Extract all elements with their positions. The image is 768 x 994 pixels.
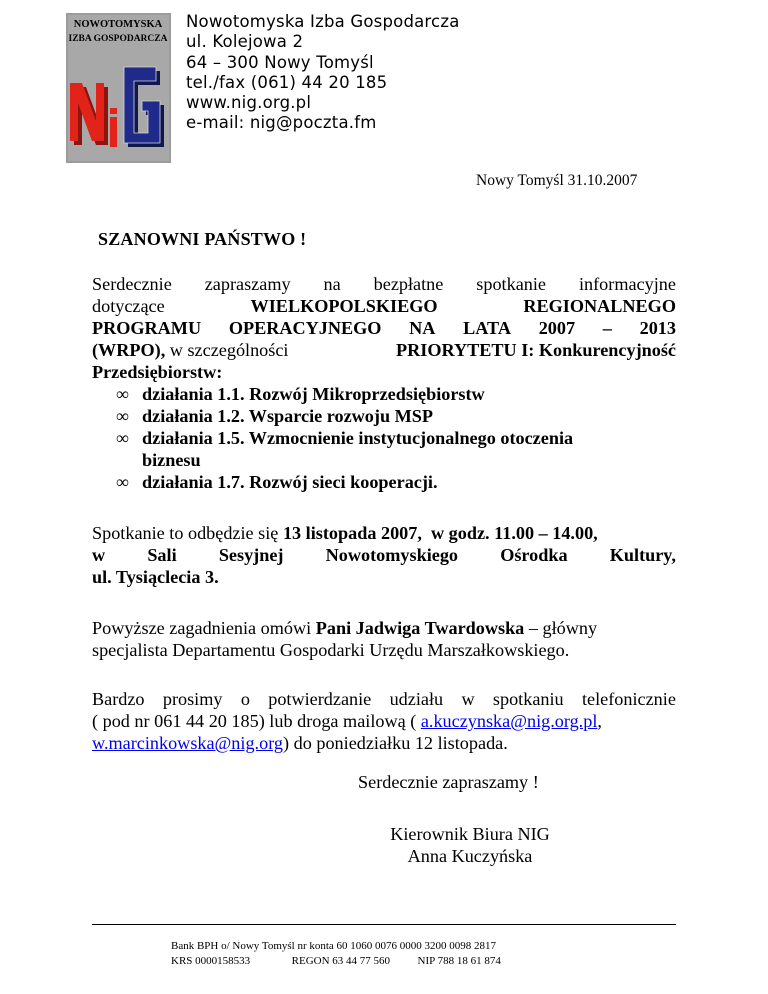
meeting-line-1: Spotkanie to odbędzie się 13 listopada 2007, w godz. 11.00 – 14.00, (92, 523, 598, 543)
confirm-line-1: Bardzo prosimy o potwierdzanie udziału w spotkaniu telefonicznie (92, 689, 676, 709)
confirmation-paragraph (92, 688, 676, 754)
footer-divider (92, 924, 676, 925)
signature-title: Kierownik Biura NIG (390, 824, 550, 844)
email-link-marcinkowska[interactable]: w.marcinkowska@nig.org (92, 733, 284, 753)
confirm-line-2: ( pod nr 061 44 20 185) lub droga mailową ( a.kuczynska@nig.org.pl, (92, 711, 602, 731)
list-item: ∞ działania 1.5. Wzmocnienie instytucjonalnego otoczenia biznesu (116, 428, 574, 470)
footer-bank: Bank BPH o/ Nowy Tomyśl nr konta 60 1060 0076 0000 3200 0098 2817 (171, 940, 497, 952)
actions-list (92, 383, 676, 493)
invitation-paragraph (92, 273, 676, 493)
greeting: SZANOWNI PAŃSTWO ! (98, 229, 307, 249)
logo-name-line2: IZBA GOSPODARCZA (68, 34, 168, 44)
infinity-bullet-icon: ∞ (116, 428, 129, 448)
intro-line-1: Serdecznie zapraszamy na bezpłatne spotkanie informacyjne (92, 274, 676, 294)
nig-logo (66, 13, 171, 163)
org-street: ul. Kolejowa 2 (186, 32, 304, 52)
org-website: www.nig.org.pl (186, 93, 312, 113)
footer-registry (171, 955, 501, 967)
list-item: ∞ działania 1.1. Rozwój Mikroprzedsiębiorstw (116, 384, 485, 404)
logo-name-line1: NOWOTOMYSKA (73, 19, 163, 30)
footer-krs: KRS 0000158533 (171, 955, 251, 967)
closing-line: Serdecznie zapraszamy ! (358, 772, 539, 792)
infinity-bullet-icon: ∞ (116, 472, 129, 492)
infinity-bullet-icon: ∞ (116, 384, 129, 404)
confirm-line-3: w.marcinkowska@nig.org) do poniedziałku 12 listopada. (92, 733, 508, 753)
org-phone: tel./fax (061) 44 20 185 (186, 72, 388, 92)
org-email: e-mail: nig@poczta.fm (186, 113, 377, 133)
meeting-line-2: w Sali Sesyjnej Nowotomyskiego Ośrodka Kultury, (92, 545, 676, 565)
letter-date: Nowy Tomyśl 31.10.2007 (476, 172, 638, 189)
infinity-bullet-icon: ∞ (116, 406, 129, 426)
footer-regon: REGON 63 44 77 560 (291, 955, 391, 967)
list-item: ∞ działania 1.7. Rozwój sieci kooperacji. (116, 472, 438, 492)
meeting-paragraph (92, 522, 676, 588)
signature-name: Anna Kuczyńska (407, 846, 533, 866)
org-name: Nowotomyska Izba Gospodarcza (186, 12, 460, 31)
list-item: ∞ działania 1.2. Wsparcie rozwoju MSP (116, 406, 433, 426)
email-link-kuczynska[interactable]: a.kuczynska@nig.org.pl (420, 711, 598, 731)
intro-line-3: PROGRAMU OPERACYJNEGO NA LATA 2007 – 2013 (92, 318, 676, 338)
speaker-paragraph (92, 617, 676, 661)
intro-line-5: Przedsiębiorstw: (92, 362, 223, 382)
speaker-line-2: specjalista Departamentu Gospodarki Urzędu Marszałkowskiego. (92, 640, 570, 660)
organization-address (186, 12, 460, 134)
org-city: 64 – 300 Nowy Tomyśl (186, 52, 374, 72)
speaker-line-1: Powyższe zagadnienia omówi Pani Jadwiga Twardowska – główny (92, 618, 598, 638)
meeting-line-3: ul. Tysiąclecia 3. (92, 567, 219, 587)
footer-nip: NIP 788 18 61 874 (417, 955, 501, 967)
intro-line-2: dotyczące WIELKOPOLSKIEGO REGIONALNEGO (92, 296, 676, 316)
signature-block (345, 823, 595, 867)
intro-line-4: (WRPO), w szczególności PRIORYTETU I: Konkurencyjność (92, 340, 676, 360)
